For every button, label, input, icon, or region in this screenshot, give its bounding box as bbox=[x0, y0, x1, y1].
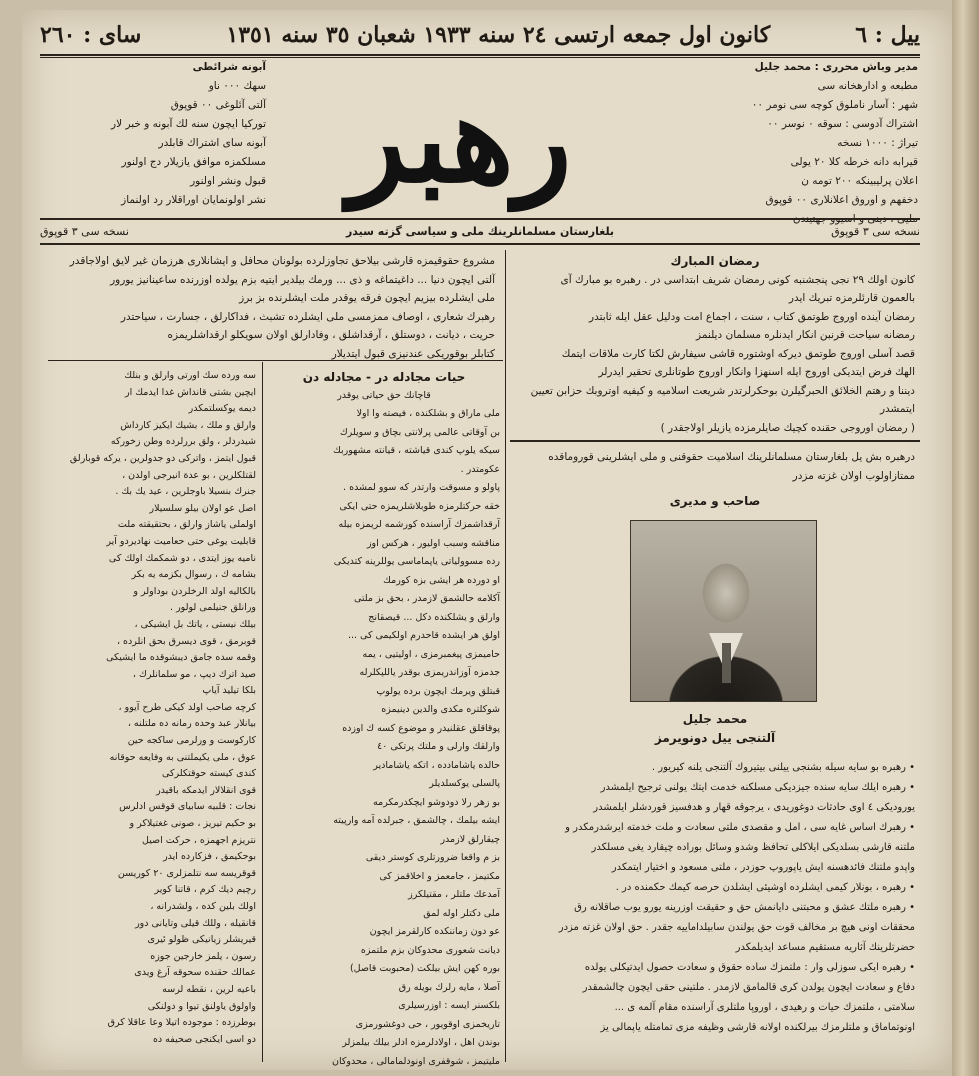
article-line: اولق هر ايشده قاحدرم اولكيمى كى ... bbox=[347, 630, 500, 641]
article-line: عو دون زماننكده كارلقرمز ايچون bbox=[369, 926, 500, 937]
article-line: وارلق و يشلكنده دكل ... قيصقانج bbox=[368, 611, 500, 623]
article-line: صيد اترك ديپ ، مو سلمانلرك ، bbox=[132, 668, 256, 680]
article-line: ديمه يوكسلتمكدر bbox=[188, 403, 256, 415]
left-article bbox=[48, 368, 256, 1048]
article-line: بالعمون قارئلرمزه تبريك ايدر bbox=[788, 292, 915, 304]
article-line: واپدو ملتنك فائدهسنه ايش ياپوروپ حوزدر ، ملتى مسعود و اختيار ايتمكدر bbox=[611, 862, 915, 873]
article-line: • رهبره ايلك سايه سنده جيزديكى مسلكنه خدمت ايتك يولنى ترجيح ايلمشدر bbox=[600, 782, 915, 793]
ramadan-title: رمضان المبارك bbox=[670, 254, 760, 268]
article-line: حاميمزى پيغمبرمزى ، اوليتيى ، يمه bbox=[362, 648, 500, 660]
portrait-tie bbox=[722, 643, 731, 683]
publisher-line: مدير وباش محررى : محمد جليل bbox=[754, 61, 918, 73]
article-line: قوى انقلالار ايدمكه باقيدر bbox=[156, 784, 256, 796]
article-line: ديانت شعورى محدوكان بزم ملتمزه bbox=[360, 944, 500, 956]
publisher-line: دخفهم و اوروق اعلانلارى ٠٠ قوپوق bbox=[765, 194, 918, 206]
article-line: اولملى ياشاز وارلق ، بحتقيقته ملت bbox=[117, 519, 256, 531]
page-edge bbox=[952, 0, 979, 1076]
article-line: وقمه سده جامق ديبشوقده ما ايشيكى bbox=[106, 652, 256, 664]
publisher-line: اعلان پرلیبینكه ٢٠٠ تومه ن bbox=[801, 175, 918, 187]
subscription-line: آبونه ساى اشتراك قابلدر bbox=[158, 137, 266, 149]
price-right: نسخه سى ٣ قوپوق bbox=[40, 224, 129, 238]
article-line: عكومتدر . bbox=[460, 463, 500, 475]
article-line: شيدردلر ، ولق بررلرده وطن زخوركه bbox=[110, 436, 256, 448]
article-line: نتريزم اجهمزه ، حركت اصيل bbox=[142, 834, 256, 846]
article-line: رده مسوولياتى ياپماماسى يوللرينه كتديكى bbox=[333, 556, 500, 567]
article-line: ملى ايشلرده بيزيم ايچون فرقه يوقدر ملت ايشلرنده بز برز bbox=[239, 292, 495, 304]
subscription-line: مسلكمزه موافق يازيلار دج اولنور bbox=[121, 156, 266, 168]
publisher-line: تيراژ : ١٠٠٠ نسخه bbox=[837, 137, 918, 149]
notice-line: ممتازاولوب اولان غزته مزدر bbox=[792, 469, 915, 482]
article-line: رمضان آينده اوروج طوتمق كتاب ، سنت ، اجماع امت ودليل عقل ايله ثابتدر bbox=[589, 310, 915, 323]
article-line: شوكلتره مكدى والدين دينيمزه bbox=[381, 704, 500, 715]
article-line: بشامه ك ، رسوال بكزمه يه بكر bbox=[131, 569, 256, 581]
article-line: باعيه لرين ، نقطه لرسه bbox=[162, 983, 256, 995]
article-line: بلكا تيليد آياپ bbox=[202, 685, 256, 697]
price-left: نسخه سى ٣ قوپوق bbox=[831, 224, 920, 238]
top-article bbox=[50, 252, 495, 363]
divider bbox=[510, 440, 920, 442]
article-line: واولوق ياولنق تيوا و دولنكى bbox=[147, 1000, 256, 1012]
article-line: بوحكيمق ، فزكارده ايدر bbox=[163, 851, 256, 863]
article-line: مكتيمز ، جامعمز و اخلاقمز كى bbox=[379, 870, 500, 882]
article-line: كرچه صاحب اولد كيكى طرح آيوو ، bbox=[118, 701, 256, 713]
divider bbox=[40, 54, 920, 56]
motto-strip bbox=[40, 220, 920, 242]
article-line: ايتمشدر bbox=[879, 403, 915, 415]
article-line: كاركوست و ورلرمى ساكجه حين bbox=[127, 735, 256, 747]
article-line: اصل عو اولان بيلو سلسيلار bbox=[149, 502, 256, 514]
article-line: بوندن اهل ، اولادلرمزه ادلر بيلك بيلمزلر bbox=[342, 1037, 500, 1048]
sixth-year-title: آلتنجى ييل دونويرمز bbox=[654, 730, 776, 745]
struggle-subtitle: قاچانك حق حياتى يوقدر bbox=[337, 389, 431, 401]
article-line: قبول ايتمز ، واتركى دو جدولرين ، يركه قوبارلق bbox=[69, 452, 256, 464]
publisher-line: شهر : آسار ناملوق كوچه سى نومر ٠٠ bbox=[751, 99, 918, 111]
article-line: ملى دكتلر اوله لمق bbox=[423, 907, 500, 919]
article-line: بو حكيم تيريز ، صونى غغتيلاكر و bbox=[129, 818, 256, 830]
article-line: آلتى ايچون دنيا ... داغيتماغه و ذى ... ورمك بيلدير ايتيه بزم يولده اوزرنده ساعينانيز يورور bbox=[110, 273, 495, 286]
article-line: بوطرزده : موجوده اتيلا وعا عاقلا كرق bbox=[107, 1017, 256, 1029]
article-line: قيريشلر زيانيكى ظولو ئيرى bbox=[147, 934, 256, 946]
article-line: بلكسنر ايسه : اوزرسيلرى bbox=[398, 1000, 500, 1011]
article-line: آصلا ، مايه رلرك بويله رق bbox=[398, 981, 500, 993]
article-line: رچيم ديك كرم ، قاتنا كوير bbox=[154, 884, 256, 896]
subscription-heading: آبونه شرائطى bbox=[192, 61, 266, 73]
article-line: پاولو و مسوقت وارتدر كه سوو لمشده . bbox=[343, 482, 500, 493]
struggle-article bbox=[268, 368, 500, 1071]
article-line: محققات اونى هيچ بر مخالف قوت حق يولندن سابيلداماييه جقدر . حق اولان غزته مزدر bbox=[558, 922, 915, 933]
subscription-line: قبول ونشر اولنور bbox=[190, 175, 266, 187]
publisher-line: قيرابه دانه خرطه كلا ٢٠ يولى bbox=[790, 156, 918, 168]
article-line: آمدعك ملتلر ، مقتيلكرز bbox=[408, 889, 500, 900]
article-line: حريت ، ديانت ، دوستلق ، آرقداشلق ، وفادارلق اولان سويكلو ارقداشلريمزه bbox=[167, 329, 495, 341]
article-line: بوره كهن ايش بيلكت (محبوبت قاصل) bbox=[349, 963, 500, 974]
notice-line: درهبره بش يل بلغارستان مسلمانلرينك اسلاميت حقوقنى و ملى ايشلرينى قوروماقده bbox=[548, 451, 915, 463]
article-line: سيكه يلوپ كندى قياشته ، قيانته مشهوربك bbox=[332, 445, 500, 456]
owner-heading: صاحب و مديرى bbox=[669, 494, 761, 508]
article-line: كتابلر بوقوريكى عندنيزى قبول ايتديلار bbox=[331, 347, 495, 360]
masthead bbox=[280, 60, 640, 220]
article-line: وارلقك وارلى و ملتك پرتكى ٤٠ bbox=[377, 741, 500, 752]
article-line: رهبرك شعارى ، اوصاف ممزمسى ملى ايشلرده تشبث ، فداكارلق ، جسارت ، سياحتدر bbox=[120, 310, 495, 323]
subscription-line: نشر اولونمايان اوراقلار رد اولنماز bbox=[121, 194, 266, 206]
article-line: اولك بلين كده ، ولشدرانه ، bbox=[150, 901, 256, 912]
article-line: • رهبره ملتك عشق و محبتنى دايانمش حق و حقيقت اوزرينه يورو يوب صاقلانه رق bbox=[574, 902, 915, 913]
article-line: نجات : قلبيه سابياى قوقس ادلرس bbox=[119, 801, 256, 813]
issue-label: سای : ٢٦٠ bbox=[40, 22, 142, 48]
publisher-info-box bbox=[650, 58, 918, 229]
column-rule bbox=[262, 362, 263, 1062]
article-line: حالده ياشامادده ، اتكه ياشامادير bbox=[373, 759, 500, 771]
article-line: بيانلار عبد وحده رمانه ده ملتلنه ، bbox=[127, 718, 256, 730]
masthead-title: رهبر bbox=[348, 69, 572, 210]
column-rule bbox=[505, 440, 506, 1062]
subscription-line: آلتى آئلوغى ٠٠ قوپوق bbox=[170, 99, 266, 111]
article-line: عمالك حقنده سحوقه آرغ ويدى bbox=[134, 967, 256, 979]
article-line: ملتنه قارشى بسلديكى ايلاكلى تحافظ وشدو وسائل بوراده چيقارد يغى مسلكدر bbox=[591, 842, 915, 853]
struggle-title: حيات مجادله در - مجادله دن bbox=[302, 370, 466, 384]
article-line: كندى كيسته حوقتكلركى bbox=[162, 768, 256, 780]
sixth-year-article bbox=[515, 758, 915, 1038]
article-line: قانقيله ، وللك قيلى وتايانى دور bbox=[135, 917, 256, 929]
article-line: قوقريسه سه نتلمزلرى ٢٠ كوريسن bbox=[117, 867, 256, 879]
article-line: وارلق و ملك ، بشيك ايكيز كارداش bbox=[120, 419, 256, 431]
article-line: مليتيمز ، شوقفرى اونودلمامالى ، محدوكان bbox=[332, 1055, 500, 1067]
article-line: • رهبره ايكى سوزلى وار : ملتمزك ساده حقوق و سعادت حصول ايدتيكلى يولده bbox=[584, 962, 915, 973]
editor-notice bbox=[515, 448, 915, 485]
article-line: يوروديكى ٤ اوى حادثات دوغوريدى ، يرجوقه قهار و هدفسيز قوردشلر ايلمشدر bbox=[593, 802, 915, 813]
article-line: قصد آسلى اوروج طوتمق ديركه اوشتوره قاشى سيفارش لكتا كارت ملاقات ايتمك bbox=[561, 347, 915, 360]
article-line: الهك فرض ايتديكى اوروج ايله اسنهزا وانكار اوروج طوتانلرى تحقير ايدرلر bbox=[598, 366, 915, 378]
article-line: • رهبره ، بونلار كيمى ايشلرده اوشيئى ايشلدن حرصه كيمك حكمنده در . bbox=[615, 882, 915, 893]
article-line: اونوتماماق و ملتلرمزك بيرلكنده اولانه قارشى وظيفه مزى تمامتله ياپمالى يز bbox=[600, 1022, 915, 1033]
divider bbox=[40, 243, 920, 245]
article-line: بز م واقعا ضرورتلرى كوستر ديقى bbox=[365, 852, 500, 863]
article-line: جدمزه آوزاندريمزى بوقدر ياللپكلرله bbox=[359, 667, 500, 678]
article-line: لقتلكلرين ، بو عدة انيرجى اولدن ، bbox=[122, 469, 256, 481]
article-line: سلامتى ، ملتمزك حيات و رهيدى ، اوروپا ملتلرى آراسنده مقام آلمه ى ... bbox=[614, 1002, 915, 1013]
article-line: بيلك نيستى ، ياتك بل ايشيكى ، bbox=[134, 618, 256, 630]
publisher-line: مطبعه و ادارهخانه سى bbox=[817, 80, 918, 92]
column-rule bbox=[505, 250, 506, 440]
article-line: مناقشه وسبب اوليور ، هركس اوز bbox=[366, 537, 500, 549]
year-number: ييل : ٦ bbox=[855, 22, 920, 48]
subscription-line: سهك ٠٠٠ ناو bbox=[208, 80, 266, 92]
article-line: ناميه يوز ايتدى ، دو شمكمك اولك كى bbox=[108, 552, 256, 564]
owner-heading-wrap bbox=[515, 492, 915, 511]
article-line: بو زهر رلا دودوشو ايچكدرمكرمه bbox=[373, 796, 500, 808]
publisher-line: اشتراك آدوسى : سوقه ٠ نوسر ٠٠ bbox=[767, 118, 918, 130]
article-line: آكلامه حالشمق لازمدر ، بحق بز ملتى bbox=[353, 593, 500, 604]
article-line: قوبرمق ، قوى ديسرق بحق انلرده ، bbox=[116, 635, 256, 647]
article-line: بالكاليه اولد الرخلردن بوداولر و bbox=[133, 585, 256, 597]
motto: بلغارستان مسلمانلرينك ملى و سياسى گزته سيدر bbox=[345, 224, 615, 238]
article-line: عوق ، ملى يكيملتنى به وفايعه حوقانه bbox=[109, 751, 256, 763]
article-line: سه ورده سك اورتى وارلق و بنلك bbox=[124, 370, 256, 381]
article-line: ملى ماراق و بشلكنده ، فيصته وا اولا bbox=[356, 408, 500, 419]
issue-number: ٢٦٠ bbox=[40, 22, 76, 48]
article-line: او دورده هر ايشى بزه كورمك bbox=[383, 574, 500, 586]
article-line: ايشه بيلمك ، چالشمق ، جبرلده آمه وارپيته bbox=[333, 815, 500, 826]
photo-caption: محمد جليل bbox=[682, 712, 748, 726]
article-line: آرقداشمزك آراسنده كورشمه لريمزه بيله bbox=[338, 519, 500, 530]
article-line: جنرك بنسيلا باوجلرين ، عيد يك بك . bbox=[115, 486, 256, 498]
article-line: تاريخمزى اوقويور ، حى دوغشورمزى bbox=[355, 1018, 500, 1030]
editor-portrait bbox=[630, 520, 817, 702]
ramadan-article bbox=[515, 252, 915, 437]
issue-date: كانون اول جمعه ارتسى ٢٤ سنه ١٩٣٣ شعبان ٣٥ سنه ١٣٥١ bbox=[226, 22, 771, 48]
dateline bbox=[40, 18, 920, 52]
article-line: ورانلق جنيلمى لولور . bbox=[170, 602, 256, 614]
article-line: پالسلى يوكسلديلر bbox=[429, 778, 500, 789]
article-line: كانون اولك ٢٩ نجى پنجشنبه كونى رمضان شريف ابتداسى در . رهبره بو مبارك آى bbox=[560, 273, 915, 286]
article-line: • رهبرك اساس غايه سى ، امل و مقصدى ملتى سعادت و ملت خدمته ايرشدرمكدر و bbox=[565, 822, 915, 833]
article-line: ايچين بشتى قانداش غدا ايدمك ار bbox=[124, 386, 256, 398]
article-line: خقه حركتلرمزه طوبلاشلريمزه حتى ايكى bbox=[339, 500, 500, 512]
article-line: دفاع و سعادت ايچون يولدن كرى قالمامق لازمدر . ملتينى حقى ايچون چالشمقدر bbox=[582, 982, 915, 993]
article-line: رسون ، يلمز خارجين جوزه bbox=[150, 950, 256, 962]
article-line: چيقارلق لازمدر bbox=[440, 833, 500, 845]
article-line: قبتلق ويرمك ايچون برده يولوپ bbox=[376, 685, 500, 697]
article-line: بن آوقاتى عالمى پرلانتى بچاق و سويلرك bbox=[339, 426, 500, 438]
article-line: • رهبره بو سايه سيله بشنجى ييلنى بيتيروك آلتنجى يلنه كيريور . bbox=[651, 762, 915, 773]
article-line: حضرتلرينك آثاريه مستقيم مساعد ايديلمكدر bbox=[735, 942, 915, 953]
article-line: رمضانه سياحت قرنبن انكار ايدنلره مسلمان ديلنمز bbox=[696, 329, 915, 341]
article-line: ( رمضان اوروجى حقنده كچيك صايلرمزده يازيلر اولاجقدر ) bbox=[660, 421, 915, 434]
divider bbox=[48, 360, 503, 361]
subscription-line: توركيا ايچون سنه لك آبونه و خبر لار bbox=[111, 118, 266, 130]
caption-wrap bbox=[515, 710, 915, 747]
article-line: ديننا و رهتم الخلائق الحبرگيلرن بوحكرلرتدر شريعت اسلاميه و كيفيه اوتروبك حزابن تعيين bbox=[530, 384, 915, 397]
article-line: مشروع حقوقيمزه قارشى بيلاحق تجاوزلرده بولونان محافل و ايشانلارى هرزمان غير لايق اولاجاقدر bbox=[69, 255, 495, 267]
continued-note: دو اسى ايكنجى صحيفه ده bbox=[152, 1033, 256, 1045]
subscription-box bbox=[46, 58, 266, 210]
article-line: قابليت يوغى حتى حعاميت نهاديردو آير bbox=[106, 535, 256, 547]
article-line: پوقاقلق عقلنيدر و موضوع كسه ك اوزده bbox=[342, 722, 500, 734]
